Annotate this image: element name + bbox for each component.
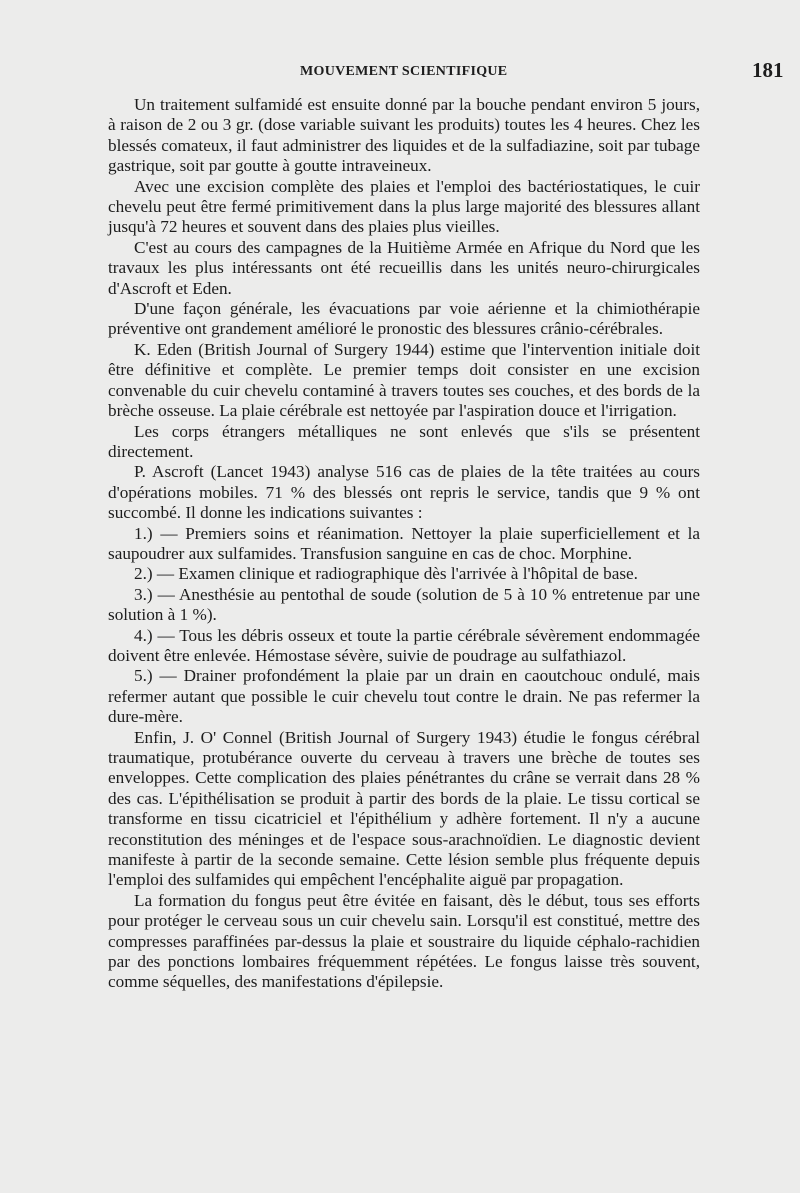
body-text	[108, 95, 700, 993]
paragraph-fongus: La formation du fongus peut être évitée en faisant, dès le début, tous ses efforts pour protéger le cerveau sous un cuir chevelu sain. Lorsqu'il est constitué, mettre des compresses paraffinées par-dessus la plaie et soustraire du liquide céphalo-rachidien par des ponctions lombaires fréquemment répétées. Le fongus laisse très souvent, comme séquelles, des manifestations d'épilepsie.	[108, 890, 700, 992]
paragraph-eden: K. Eden (British Journal of Surgery 1944) estime que l'intervention initiale doit être définitive et complète. Le premier temps doit consister en une excision convenable du cuir chevelu contaminé à travers toutes ses couches, et des bords de la brèche osseuse. La plaie cérébrale est nettoyée par l'aspiration douce et l'irrigation.	[108, 339, 700, 421]
paragraph-excision: Avec une excision complète des plaies et l'emploi des bactériostatiques, le cuir chevelu peut être fermé primitivement dans la plus large majorité des blessures allant jusqu'à 72 heures et souvent dans des plaies plus vieilles.	[108, 176, 700, 237]
paragraph-campaigns: C'est au cours des campagnes de la Huitième Armée en Afrique du Nord que les travaux les plus intéressants ont été recueillis dans les unités neuro-chirurgicales d'Ascroft et Eden.	[108, 237, 700, 298]
list-item-4: 4.) — Tous les débris osseux et toute la partie cérébrale sévèrement endommagée doivent être enlevée. Hémostase sévère, suivie de poudrage au sulfathiazol.	[108, 625, 700, 665]
page-header	[0, 58, 800, 88]
running-head: MOUVEMENT SCIENTIFIQUE	[300, 64, 508, 79]
paragraph-oconnel: Enfin, J. O' Connel (British Journal of Surgery 1943) étudie le fongus cérébral traumatique, protubérance ouverte du cerveau à travers une brèche de toutes ses enveloppes. Cette complication des plaies pénétrantes du crâne se verrait dans 28 % des cas. L'épithélisation se produit à partir des bords de la plaie. Le tissu cortical se transforme en tissu cicatriciel et l'épithélium y adhère fortement. Il n'y a aucune reconstitution des méninges et de l'espace sous-arachnoïdien. Le diagnostic devient manifeste à partir de la seconde semaine. Cette lésion semble plus fréquente depuis l'emploi des sulfamides qui empêchent l'encéphalite aiguë par propagation.	[108, 727, 700, 890]
list-item-2: 2.) — Examen clinique et radiographique dès l'arrivée à l'hôpital de base.	[134, 564, 638, 584]
list-item-1: 1.) — Premiers soins et réanimation. Nettoyer la plaie superficiellement et la saupoudrer aux sulfamides. Transfusion sanguine en cas de choc. Morphine.	[108, 523, 700, 563]
list-item-5: 5.) — Drainer profondément la plaie par un drain en caoutchouc ondulé, mais refermer autant que possible le cuir chevelu tout contre le drain. Ne pas refermer la dure-mère.	[108, 666, 700, 727]
page-number: 181	[752, 58, 784, 82]
paragraph-treatment: Un traitement sulfamidé est ensuite donné par la bouche pendant environ 5 jours, à raison de 2 ou 3 gr. (dose variable suivant les produits) toutes les 4 heures. Chez les blessés comateux, il faut administrer des liquides et de la sulfadiazine, soit par tubage gastrique, soit par goutte à goutte intraveineux.	[108, 95, 700, 176]
list-item-3: 3.) — Anesthésie au pentothal de soude (solution de 5 à 10 % entretenue par une solution à 1 %).	[108, 584, 700, 625]
paragraph-foreign-bodies: Les corps étrangers métalliques ne sont enlevés que s'ils se présentent directement.	[108, 421, 700, 461]
paragraph-evacuations: D'une façon générale, les évacuations par voie aérienne et la chimiothérapie préventive ont grandement amélioré le pronostic des blessures crânio-cérébrales.	[108, 299, 700, 339]
paragraph-ascroft: P. Ascroft (Lancet 1943) analyse 516 cas de plaies de la tête traitées au cours d'opérations mobiles. 71 % des blessés ont repris le service, tandis que 9 % ont succombé. Il donne les indications suivantes :	[108, 462, 700, 523]
